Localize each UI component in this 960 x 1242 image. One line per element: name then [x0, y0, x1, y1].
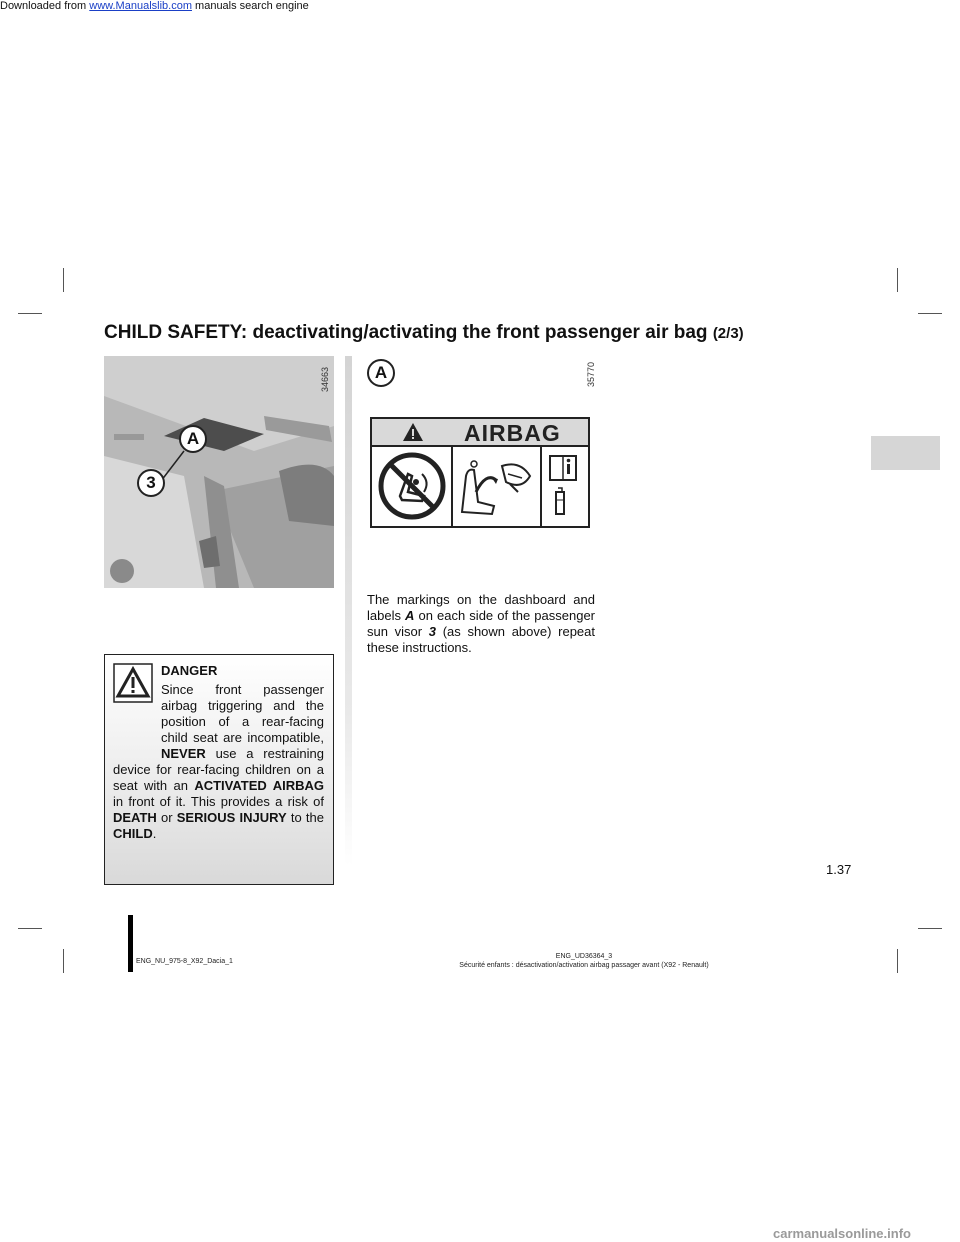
crop-mark: [918, 313, 942, 314]
banner-prefix: Downloaded from: [0, 0, 90, 12]
danger-text-part: or: [156, 810, 177, 825]
callout-3-photo: 3: [137, 469, 165, 497]
sun-visor-photo: [104, 356, 334, 588]
danger-icon-space: [113, 682, 161, 747]
callout-a-photo: A: [179, 425, 207, 453]
danger-text-part: in front of it. This provides a risk of: [113, 794, 324, 809]
danger-text-part: Since front passenger airbag triggering and the position of a rear-facing child seat are incompatible,: [161, 682, 324, 745]
body-paragraph: [367, 592, 595, 656]
danger-emphasis: SERIOUS INJURY: [176, 810, 287, 825]
info-manual-icon: [544, 452, 584, 520]
crop-mark: [897, 268, 898, 292]
footer-bar: [128, 915, 133, 972]
section-tab: [871, 436, 940, 470]
airbag-label: [370, 417, 590, 528]
callout-a-label: A: [367, 359, 395, 387]
column-divider: [345, 356, 352, 866]
danger-title: DANGER: [161, 663, 218, 678]
danger-box: [104, 654, 334, 885]
danger-text-part: use a restraining device for rear-facing children on a seat with an: [113, 746, 324, 793]
footer-right-desc: Sécurité enfants : désactivation/activation airbag passager avant (X92 - Renault): [459, 962, 709, 969]
danger-text-part: .: [152, 826, 157, 841]
danger-emphasis: CHILD: [113, 826, 153, 841]
page-title: [104, 322, 744, 344]
danger-text-part: to the: [286, 810, 324, 825]
photo-code: 34663: [320, 366, 330, 392]
label-cell-divider: [540, 447, 542, 526]
footer-right: [424, 952, 744, 970]
label-code: 35770: [586, 361, 596, 387]
airbag-deploy-icon: [456, 452, 536, 520]
banner-suffix: manuals search engine: [191, 0, 309, 12]
manualslib-link[interactable]: www.Manualslib.com: [89, 0, 192, 12]
download-banner: [0, 0, 960, 16]
airbag-label-title: AIRBAG: [464, 420, 561, 446]
danger-emphasis: DEATH: [113, 810, 157, 825]
body-ref-label: A: [405, 608, 415, 623]
warning-triangle-icon: [402, 422, 424, 442]
crop-mark: [63, 268, 64, 292]
crop-mark: [918, 928, 942, 929]
danger-emphasis: NEVER: [161, 746, 206, 761]
page-number: 1.37: [826, 862, 852, 877]
body-text-part: on each side of the passenger sun visor: [367, 608, 596, 639]
brand-watermark: carmanualsonline.info: [773, 1226, 911, 1241]
crop-mark: [63, 949, 64, 973]
car-interior-illustration: [104, 356, 334, 588]
body-text-part: (as shown above) repeat these instructions.: [367, 624, 595, 655]
body-ref-visor: 3: [428, 624, 437, 639]
no-rear-facing-seat-icon: [378, 452, 446, 520]
page-title-text: CHILD SAFETY: deactivating/activating the front passenger air bag: [104, 322, 708, 343]
danger-emphasis: ACTIVATED AIRBAG: [194, 778, 324, 793]
crop-mark: [18, 313, 42, 314]
body-text-part: The markings on the dashboard and labels: [367, 592, 595, 623]
footer-left-code: ENG_NU_975-8_X92_Dacia_1: [136, 958, 233, 965]
crop-mark: [897, 949, 898, 973]
page-part: (2/3): [712, 325, 744, 342]
danger-text: [113, 682, 324, 842]
label-cell-divider: [451, 447, 453, 526]
footer-right-code: ENG_UD36364_3: [555, 953, 613, 960]
crop-mark: [18, 928, 42, 929]
airbag-label-header: [372, 419, 588, 447]
